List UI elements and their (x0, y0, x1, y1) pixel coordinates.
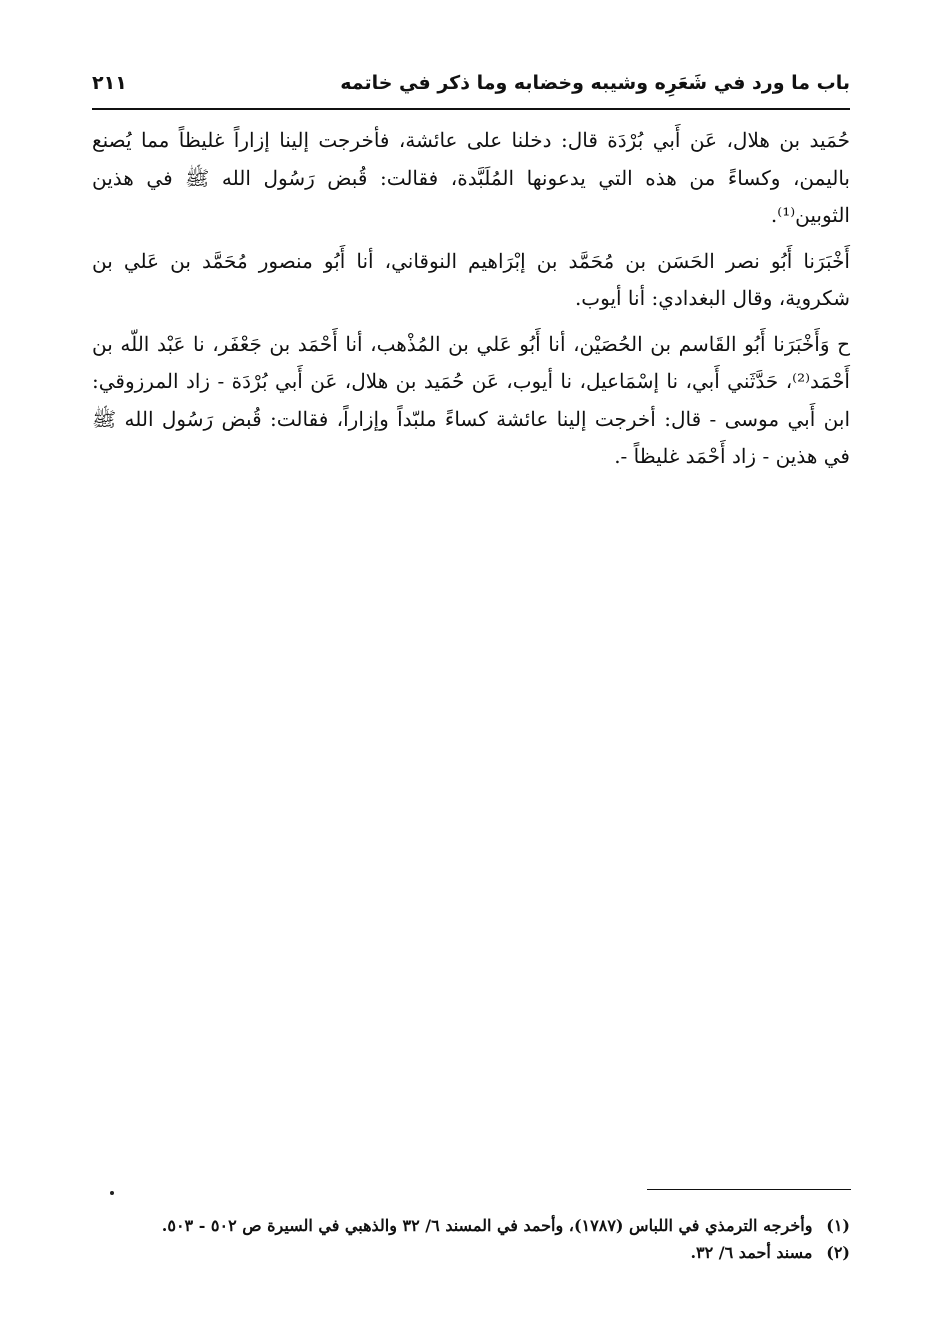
footnote (92, 1212, 850, 1239)
footnote-text: مسند أحمد ٦/ ٣٢. (690, 1243, 813, 1262)
main-text (92, 122, 850, 484)
footnote-number: (٢) (826, 1243, 850, 1262)
footnote (92, 1239, 850, 1266)
footnote-rule (647, 1189, 851, 1190)
paragraph: ح وَأَخْبَرَنا أَبُو القَاسم بن الحُصَيْن، أنا أَبُو عَلي بن المُذْهب، أنا أَحْمَد بن جَعْفَر، نا عَبْد اللّه بن أَحْمَد⁽²⁾، حَدَّثَني أَبي، نا إسْمَاعيل، نا أيوب، عَن حُمَيد بن هلال، عَن أَبي بُرْدَة - زاد المرزوقي: ابن أَبي موسى - قال: أخرجت إلينا عائشة كساءً ملبّداً وإزاراً، فقالت: قُبض رَسُول الله ﷺ في هذين - زاد أَحْمَد غليظاً -. (92, 331, 850, 468)
paragraph: حُمَيد بن هلال، عَن أَبي بُرْدَة قال: دخلنا على عائشة، فأخرجت إلينا إزاراً غليظاً مما يُصنع باليمن، وكساءً من هذه التي يدعونها المُلَبَّدة، فقالت: قُبض رَسُول الله ﷺ في هذين الثوبين⁽¹⁾. (92, 128, 850, 227)
header-rule (92, 108, 850, 110)
page-header (92, 62, 850, 110)
footnotes (92, 1212, 850, 1266)
footnote-number: (١) (826, 1216, 850, 1235)
footnote-text: وأخرجه الترمذي في اللباس (١٧٨٧)، وأحمد في المسند ٦/ ٣٢ والذهبي في السيرة ص ٥٠٢ - ٥٠٣. (161, 1216, 813, 1235)
page-number: ٢١١ (92, 72, 127, 94)
running-title: باب ما ورد في شَعَرِه وشيبه وخضابه وما ذكر في خاتمه (340, 72, 850, 94)
ink-dot (110, 1191, 114, 1195)
paragraph: أَخْبَرَنا أَبُو نصر الحَسَن بن مُحَمَّد بن إبْرَاهيم النوقاني، أنا أَبُو منصور مُحَمَّد بن عَلي بن شكروية، وقال البغدادي: أنا أيوب. (92, 248, 850, 310)
